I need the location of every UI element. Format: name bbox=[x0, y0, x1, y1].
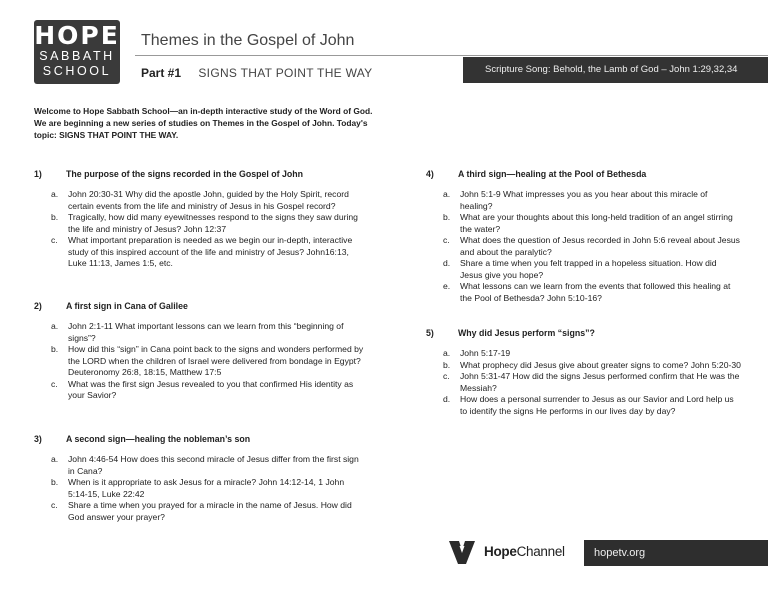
item-text: What lessons can we learn from the events that followed this healing at the Pool of Bethesda? John 5:10-16? bbox=[460, 281, 731, 303]
header-divider bbox=[135, 55, 768, 56]
item-text: John 4:46-54 How does this second miracle of Jesus differ from the first sign in Cana? bbox=[68, 454, 359, 476]
item-letter: d. bbox=[443, 394, 451, 404]
section-title: A first sign in Cana of Galilee bbox=[66, 301, 188, 311]
item-letter: b. bbox=[51, 477, 59, 487]
question-list bbox=[34, 454, 364, 523]
item-text: How did this “sign” in Cana point back to the signs and wonders performed by the LORD when the children of Israel were delivered from bondage in Egypt? Deuteronomy 26:8, 18:15, Matthew 17:5 bbox=[68, 344, 364, 377]
brand-bold: Hope bbox=[484, 544, 517, 559]
item-letter: b. bbox=[51, 212, 59, 222]
list-item bbox=[426, 394, 741, 417]
item-letter: c. bbox=[51, 500, 58, 510]
item-letter: e. bbox=[443, 281, 451, 291]
section-heading bbox=[34, 301, 364, 315]
item-text: John 20:30-31 Why did the apostle John, guided by the Holy Spirit, record certain events from the life and ministry of Jesus in his Gospel record? bbox=[68, 189, 349, 211]
section-4 bbox=[426, 169, 741, 304]
list-item bbox=[426, 360, 741, 372]
section-number: 3) bbox=[34, 434, 42, 444]
list-item bbox=[34, 321, 364, 344]
part-label bbox=[141, 66, 373, 80]
section-heading bbox=[34, 434, 364, 448]
hope-sabbath-school-logo bbox=[34, 20, 120, 84]
item-letter: a. bbox=[443, 348, 451, 358]
list-item bbox=[34, 477, 364, 500]
question-list bbox=[426, 189, 741, 304]
item-letter: c. bbox=[51, 235, 58, 245]
item-text: John 5:31-47 How did the signs Jesus performed confirm that He was the Messiah? bbox=[460, 371, 740, 393]
logo-line-hope: HOPE bbox=[34, 21, 120, 50]
logo-line-sabbath: SABBATH bbox=[39, 49, 115, 63]
list-item bbox=[34, 454, 364, 477]
section-title: A second sign—healing the nobleman’s son bbox=[66, 434, 251, 444]
item-letter: d. bbox=[443, 258, 451, 268]
hope-channel-brand bbox=[484, 544, 565, 559]
item-text: Share a time when you felt trapped in a hopeless situation. How did Jesus give you hope? bbox=[460, 258, 717, 280]
item-letter: a. bbox=[51, 454, 59, 464]
section-number: 1) bbox=[34, 169, 42, 179]
item-text: What are your thoughts about this long-held tradition of an angel stirring the water? bbox=[460, 212, 733, 234]
list-item bbox=[426, 189, 741, 212]
list-item bbox=[34, 235, 364, 270]
item-letter: b. bbox=[443, 359, 451, 370]
section-number: 5) bbox=[426, 328, 434, 338]
logo-line-school: SCHOOL bbox=[42, 64, 112, 78]
section-title: Why did Jesus perform “signs”? bbox=[458, 328, 595, 338]
item-text: What prophecy did Jesus give about greater signs to come? John 5:20-30 bbox=[460, 359, 741, 370]
part-number: Part #1 bbox=[141, 66, 182, 80]
section-number: 4) bbox=[426, 169, 434, 179]
part-name: SIGNS THAT POINT THE WAY bbox=[198, 66, 373, 80]
list-item bbox=[34, 189, 364, 212]
section-title: A third sign—healing at the Pool of Bethesda bbox=[458, 169, 647, 179]
list-item bbox=[426, 235, 741, 258]
question-list bbox=[426, 348, 741, 417]
section-heading bbox=[426, 169, 741, 183]
section-1 bbox=[34, 169, 364, 270]
question-list bbox=[34, 321, 364, 402]
website-url[interactable]: hopetv.org bbox=[584, 540, 768, 566]
list-item bbox=[34, 212, 364, 235]
question-list bbox=[34, 189, 364, 270]
list-item bbox=[426, 371, 741, 394]
section-3 bbox=[34, 434, 364, 523]
item-text: John 5:1-9 What impresses you as you hear about this miracle of healing? bbox=[460, 189, 708, 211]
list-item bbox=[426, 281, 741, 304]
section-2 bbox=[34, 301, 364, 402]
section-number: 2) bbox=[34, 301, 42, 311]
item-text: How does a personal surrender to Jesus as our Savior and Lord help us to identify the signs He performs in our lives day by day? bbox=[460, 394, 734, 416]
section-heading bbox=[426, 328, 741, 342]
item-text: When is it appropriate to ask Jesus for a miracle? John 14:12-14, 1 John 5:14-15, Luke 22:42 bbox=[68, 477, 345, 499]
item-text: What important preparation is needed as we begin our in-depth, interactive study of this inspired account of the life and ministry of Jesus? John16:13, Luke 11:13, James 1:5, etc. bbox=[68, 235, 353, 268]
page-title: Themes in the Gospel of John bbox=[141, 32, 355, 49]
item-letter: a. bbox=[51, 189, 59, 199]
hope-channel-logo-icon bbox=[447, 537, 477, 567]
item-letter: b. bbox=[51, 344, 59, 354]
scripture-song-bar: Scripture Song: Behold, the Lamb of God – John 1:29,32,34 bbox=[463, 57, 768, 83]
item-letter: c. bbox=[51, 378, 58, 389]
list-item bbox=[34, 500, 364, 523]
item-text: Share a time when you prayed for a miracle in the name of Jesus. How did God answer your prayer? bbox=[68, 500, 352, 522]
item-text: What does the question of Jesus recorded in John 5:6 reveal about Jesus and about the paralytic? bbox=[460, 235, 740, 257]
section-heading bbox=[34, 169, 364, 183]
item-text: Tragically, how did many eyewitnesses respond to the signs they saw during the life and ministry of Jesus? John 12:37 bbox=[68, 212, 358, 234]
item-letter: c. bbox=[443, 371, 450, 381]
list-item bbox=[34, 379, 364, 402]
list-item bbox=[34, 344, 364, 379]
welcome-intro: Welcome to Hope Sabbath School—an in-depth interactive study of the Word of God. We are beginning a new series of studies on Themes in the Gospel of John. Today's topic: SIGNS THAT POINT THE WAY. bbox=[34, 106, 373, 140]
section-5 bbox=[426, 328, 741, 417]
item-text: John 2:1-11 What important lessons can we learn from this “beginning of signs”? bbox=[68, 321, 344, 343]
list-item bbox=[426, 212, 741, 235]
item-letter: c. bbox=[443, 235, 450, 245]
item-letter: b. bbox=[443, 212, 451, 222]
item-letter: a. bbox=[443, 189, 451, 199]
section-title: The purpose of the signs recorded in the Gospel of John bbox=[66, 169, 304, 179]
item-text: John 5:17-19 bbox=[460, 348, 511, 358]
item-text: What was the first sign Jesus revealed to you that confirmed His identity as your Savior? bbox=[68, 378, 354, 400]
item-letter: a. bbox=[51, 321, 59, 331]
brand-rest: Channel bbox=[516, 544, 565, 559]
list-item bbox=[426, 258, 741, 281]
list-item bbox=[426, 348, 741, 360]
